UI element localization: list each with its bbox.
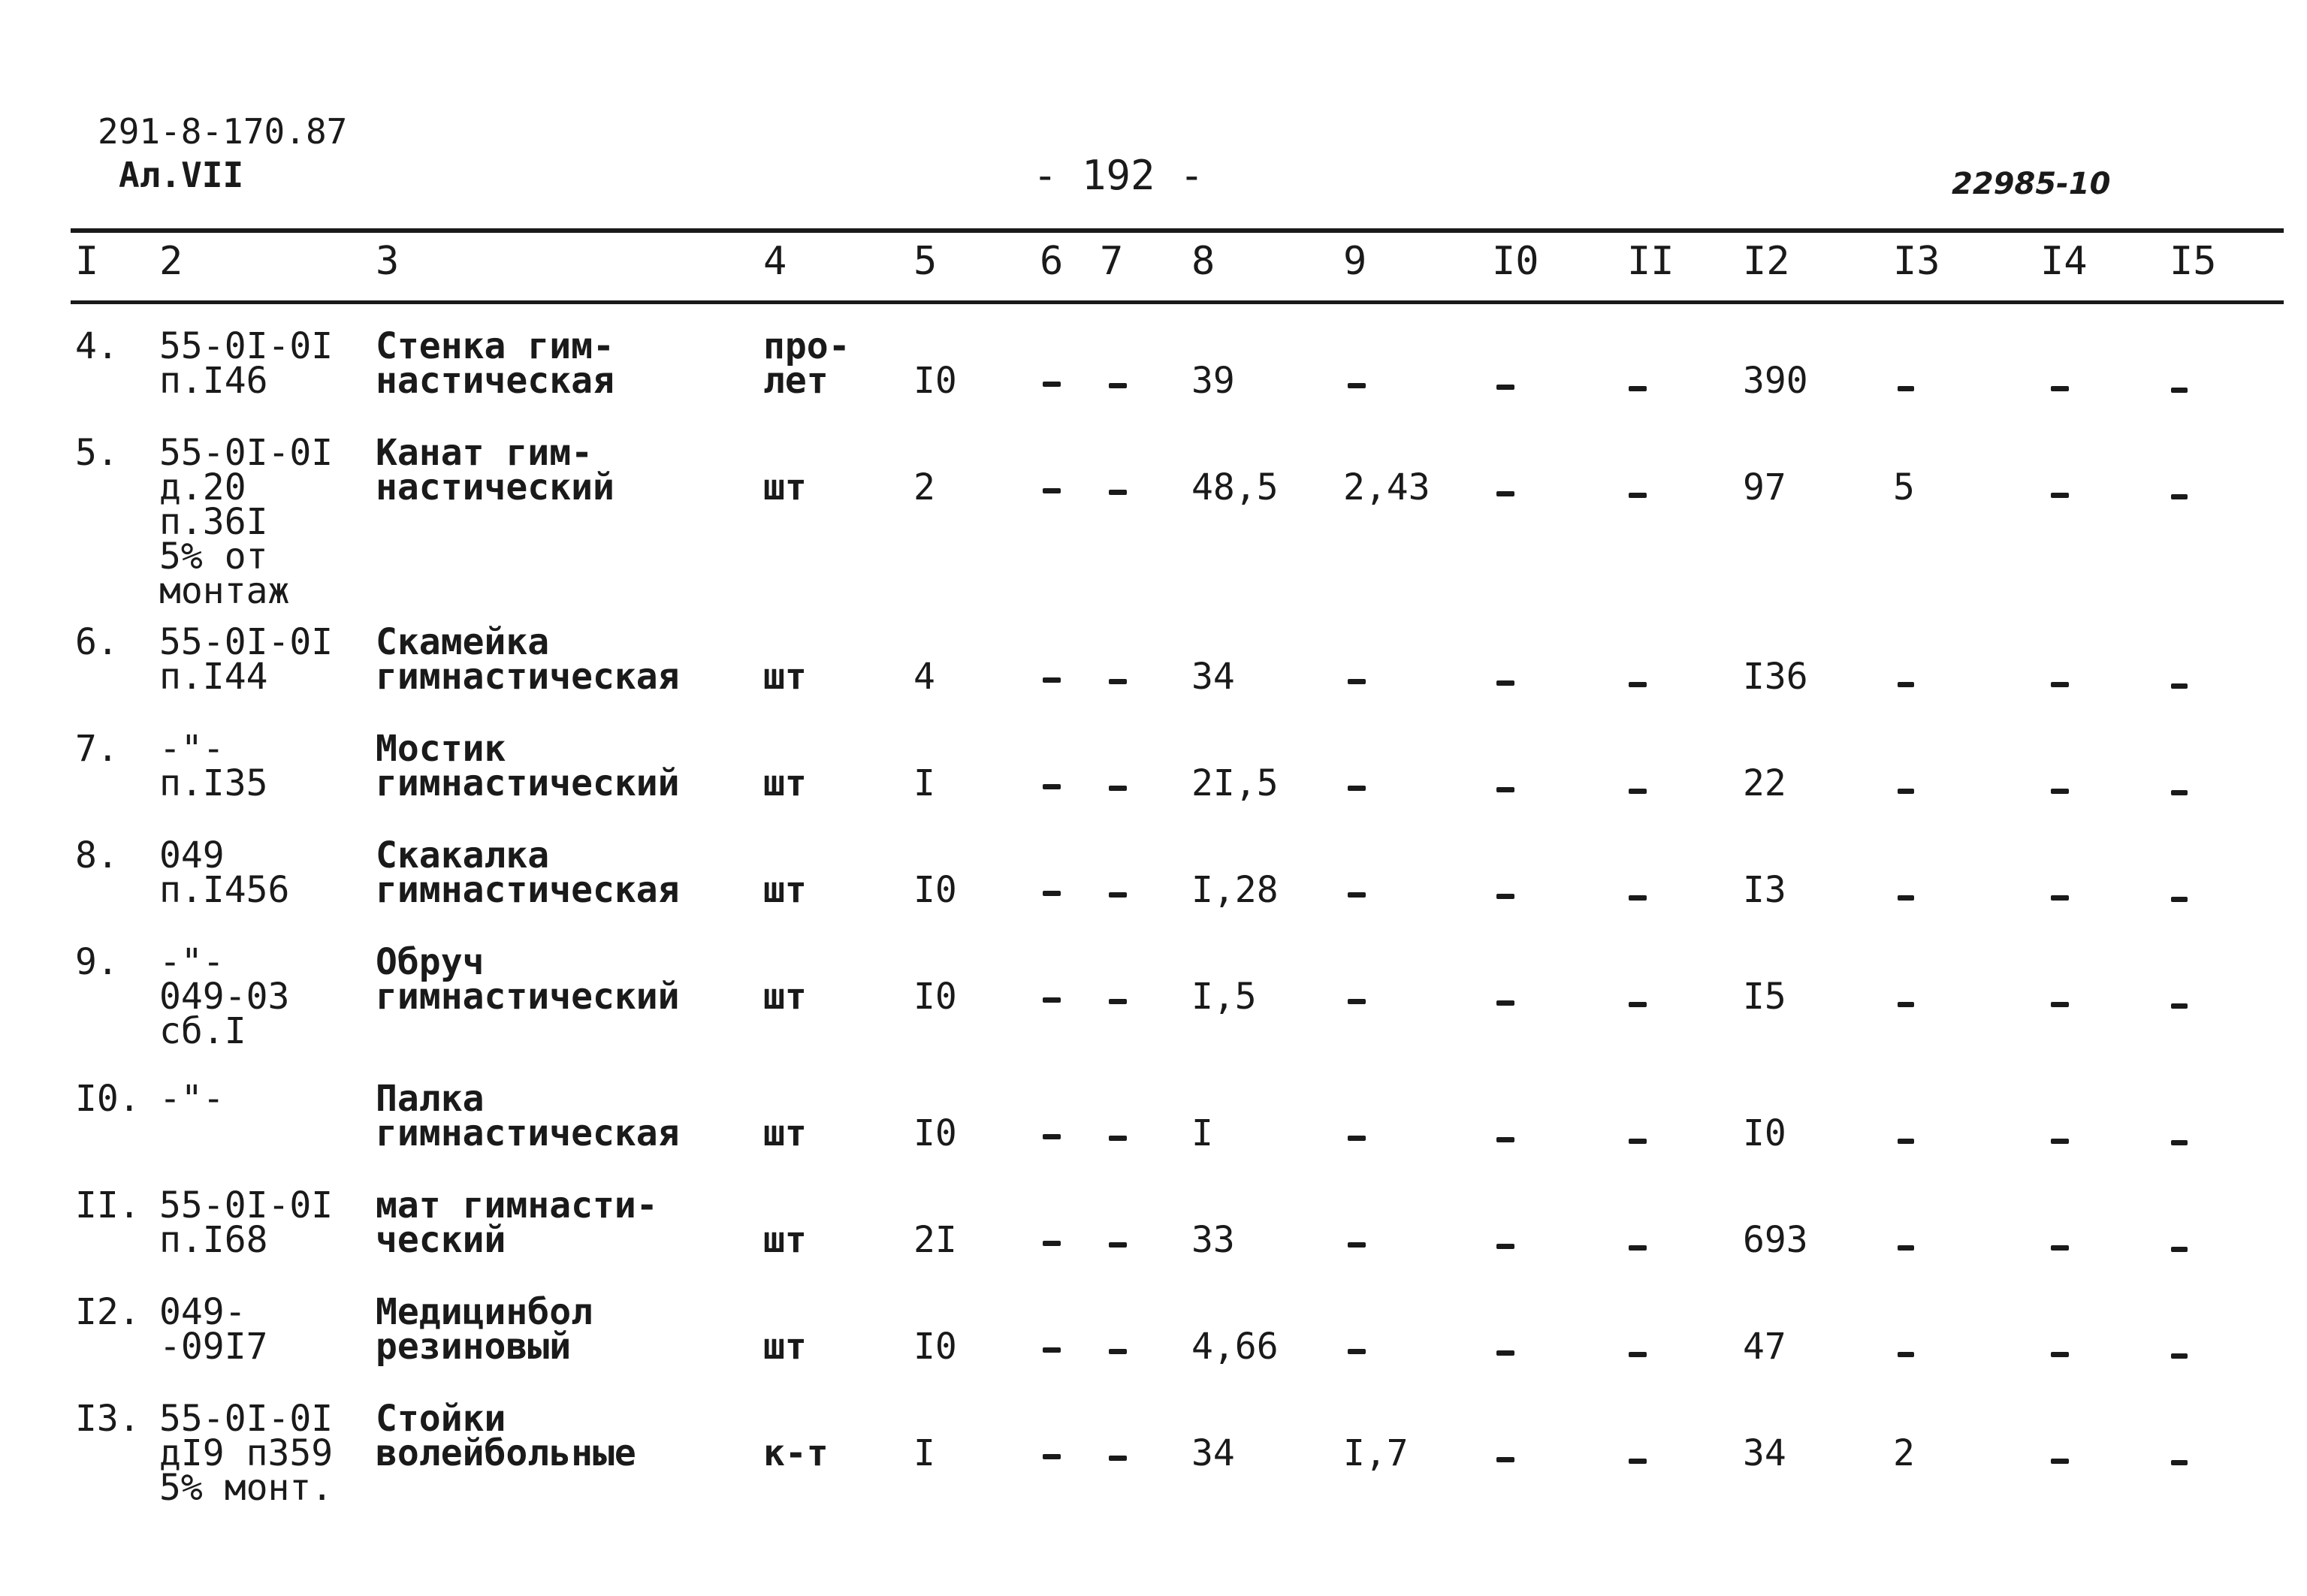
column-11-dash [1629,1245,1647,1251]
column-6-dash [1043,1134,1061,1139]
album-label: Ал.VII [119,155,244,195]
item-name-line: Палка [376,1078,485,1120]
unit: шт [763,762,807,804]
column-14-dash [2051,789,2069,794]
column-9-dash [1348,1349,1366,1354]
quantity: I0 [913,360,957,402]
row-number: 4. [75,325,119,367]
reference-line: 55-0I-0I [159,1184,334,1226]
quantity: I0 [913,869,957,911]
item-name-line: гимнастический [376,762,680,804]
item-name-line: настическая [376,360,614,402]
column-10-dash [1496,1350,1514,1356]
column-10-dash [1496,491,1514,496]
column-8-value: 34 [1191,1432,1235,1474]
column-14-dash [2051,1459,2069,1464]
column-9-dash [1348,999,1366,1004]
column-11-dash [1629,1139,1647,1144]
column-9-dash [1348,383,1366,388]
row-number: I3. [75,1398,140,1440]
reference-line: п.I35 [159,762,268,804]
item-name-line: гимнастическая [376,1112,680,1154]
column-12-value: 22 [1743,762,1786,804]
item-name-line: резиновый [376,1326,572,1368]
unit: шт [763,1219,807,1261]
column-6-dash [1043,488,1061,493]
reference-line: 55-0I-0I [159,621,334,663]
column-7-dash [1109,679,1127,684]
column-9-dash [1348,786,1366,791]
item-name-line: гимнастическая [376,656,680,698]
column-14-dash [2051,493,2069,498]
column-12-value: I3 [1743,869,1786,911]
column-15-dash [2171,790,2188,795]
item-name-line: Стойки [376,1398,506,1440]
item-name-line: волейбольные [376,1432,636,1474]
quantity: 4 [913,656,935,698]
reference-line: -"- [159,1078,225,1120]
column-9-dash [1348,1242,1366,1248]
item-name-line: гимнастическая [376,869,680,911]
column-15-dash [2171,683,2188,689]
column-10-dash [1496,1000,1514,1006]
column-9-value: 2,43 [1343,466,1430,508]
column-6-dash [1043,784,1061,789]
item-name-line: Обруч [376,941,485,983]
reference-line: 049 [159,834,225,876]
column-11-dash [1629,1459,1647,1464]
reference-line: монтаж [159,570,290,612]
column-number-12: I2 [1743,239,1790,284]
column-13-dash [1898,386,1914,391]
column-8-value: 39 [1191,360,1235,402]
column-8-value: I,28 [1191,869,1279,911]
column-13-dash [1898,789,1914,794]
reference-line: -"- [159,941,225,983]
column-14-dash [2051,1139,2069,1144]
header-bottom-rule [71,300,2284,304]
column-12-value: 34 [1743,1432,1786,1474]
column-6-dash [1043,1347,1061,1353]
quantity: I [913,1432,935,1474]
reference-line: -09I7 [159,1326,268,1368]
column-8-value: 34 [1191,656,1235,698]
column-15-dash [2171,388,2188,393]
column-12-value: 390 [1743,360,1808,402]
column-10-dash [1496,894,1514,899]
column-10-dash [1496,1244,1514,1249]
column-14-dash [2051,386,2069,391]
column-15-dash [2171,897,2188,902]
column-number-8: 8 [1191,239,1215,284]
column-6-dash [1043,1454,1061,1459]
column-number-7: 7 [1100,239,1124,284]
item-name-line: Канат гим- [376,432,593,474]
column-9-dash [1348,1136,1366,1141]
column-14-dash [2051,1002,2069,1007]
column-7-dash [1109,1242,1127,1248]
reference-line: 5% от [159,536,268,578]
column-12-value: I36 [1743,656,1808,698]
column-number-5: 5 [913,239,938,284]
item-name-line: Мостик [376,728,506,770]
column-6-dash [1043,997,1061,1003]
column-number-14: I4 [2040,239,2088,284]
column-number-1: I [75,239,99,284]
column-15-dash [2171,1140,2188,1145]
unit: шт [763,1112,807,1154]
reference-line: 55-0I-0I [159,1398,334,1440]
column-14-dash [2051,1352,2069,1357]
column-10-dash [1496,680,1514,686]
reference-line: сб.I [159,1010,246,1052]
column-8-value: 33 [1191,1219,1235,1261]
column-6-dash [1043,1241,1061,1246]
column-15-dash [2171,1353,2188,1359]
column-7-dash [1109,1456,1127,1461]
item-name-line: Медицинбол [376,1291,593,1333]
column-7-dash [1109,786,1127,791]
item-name-line: Скакалка [376,834,550,876]
column-number-4: 4 [763,239,787,284]
column-12-value: 693 [1743,1219,1808,1261]
column-9-dash [1348,679,1366,684]
column-15-dash [2171,1003,2188,1009]
reference-line: 5% монт. [159,1467,334,1509]
reference-line: дI9 п359 [159,1432,334,1474]
item-name-line: Стенка гим- [376,325,614,367]
row-number: 9. [75,941,119,983]
column-7-dash [1109,1136,1127,1141]
column-9-value: I,7 [1343,1432,1409,1474]
column-14-dash [2051,895,2069,901]
column-11-dash [1629,895,1647,901]
column-number-10: I0 [1492,239,1539,284]
column-8-value: I [1191,1112,1213,1154]
column-10-dash [1496,787,1514,792]
column-11-dash [1629,682,1647,687]
column-15-dash [2171,1460,2188,1465]
column-11-dash [1629,789,1647,794]
reference-line: 55-0I-0I [159,432,334,474]
column-7-dash [1109,1349,1127,1354]
column-15-dash [2171,494,2188,499]
column-12-value: 97 [1743,466,1786,508]
column-11-dash [1629,386,1647,391]
column-6-dash [1043,677,1061,683]
item-name-line: Скамейка [376,621,550,663]
reference-line: 049-03 [159,976,290,1018]
column-13-dash [1898,895,1914,901]
reference-line: -"- [159,728,225,770]
column-12-value: I0 [1743,1112,1786,1154]
column-7-dash [1109,892,1127,898]
column-number-11: II [1627,239,1674,284]
document-code: 291-8-170.87 [98,111,348,152]
quantity: I0 [913,976,957,1018]
unit: шт [763,869,807,911]
column-10-dash [1496,1457,1514,1462]
column-6-dash [1043,382,1061,387]
column-11-dash [1629,1352,1647,1357]
item-name-line: настический [376,466,614,508]
column-8-value: I,5 [1191,976,1257,1018]
column-number-9: 9 [1343,239,1367,284]
quantity: I [913,762,935,804]
header-top-rule [71,228,2284,233]
quantity: 2I [913,1219,957,1261]
column-13-dash [1898,1352,1914,1357]
reference-line: п.I44 [159,656,268,698]
row-number: II. [75,1184,140,1226]
unit-line: лет [763,360,829,402]
column-13-dash [1898,1245,1914,1251]
reference-line: д.20 [159,466,246,508]
column-11-dash [1629,493,1647,498]
item-name-line: гимнастический [376,976,680,1018]
column-number-6: 6 [1040,239,1064,284]
item-name-line: мат гимнасти- [376,1184,658,1226]
column-number-3: 3 [376,239,400,284]
reference-line: 049- [159,1291,246,1333]
reference-line: п.I46 [159,360,268,402]
column-10-dash [1496,385,1514,390]
row-number: 6. [75,621,119,663]
column-6-dash [1043,891,1061,896]
column-13-dash [1898,682,1914,687]
reference-line: 55-0I-0I [159,325,334,367]
column-7-dash [1109,383,1127,388]
quantity: I0 [913,1112,957,1154]
column-12-value: 47 [1743,1326,1786,1368]
quantity: 2 [913,466,935,508]
column-13-dash [1898,1139,1914,1144]
row-number: I2. [75,1291,140,1333]
page-number: - 192 - [1033,152,1204,199]
row-number: 8. [75,834,119,876]
column-13-dash [1898,1002,1914,1007]
column-9-dash [1348,892,1366,898]
row-number: 7. [75,728,119,770]
unit: к-т [763,1432,829,1474]
column-8-value: 48,5 [1191,466,1279,508]
column-number-13: I3 [1893,239,1940,284]
reference-line: п.I68 [159,1219,268,1261]
column-number-15: I5 [2170,239,2217,284]
column-13-value: 2 [1893,1432,1915,1474]
column-12-value: I5 [1743,976,1786,1018]
column-11-dash [1629,1002,1647,1007]
reference-line: п.I456 [159,869,290,911]
reference-line: п.36I [159,501,268,543]
column-7-dash [1109,999,1127,1004]
quantity: I0 [913,1326,957,1368]
row-number: I0. [75,1078,140,1120]
unit: шт [763,656,807,698]
item-name-line: ческий [376,1219,506,1261]
unit: шт [763,976,807,1018]
unit: шт [763,1326,807,1368]
column-8-value: 2I,5 [1191,762,1279,804]
column-13-value: 5 [1893,466,1915,508]
column-number-2: 2 [159,239,183,284]
column-14-dash [2051,682,2069,687]
column-7-dash [1109,490,1127,495]
column-14-dash [2051,1245,2069,1251]
column-8-value: 4,66 [1191,1326,1279,1368]
document-number: 22985-10 [1952,167,2111,201]
column-10-dash [1496,1137,1514,1142]
unit-line: про- [763,325,850,367]
column-15-dash [2171,1247,2188,1252]
row-number: 5. [75,432,119,474]
unit: шт [763,466,807,508]
